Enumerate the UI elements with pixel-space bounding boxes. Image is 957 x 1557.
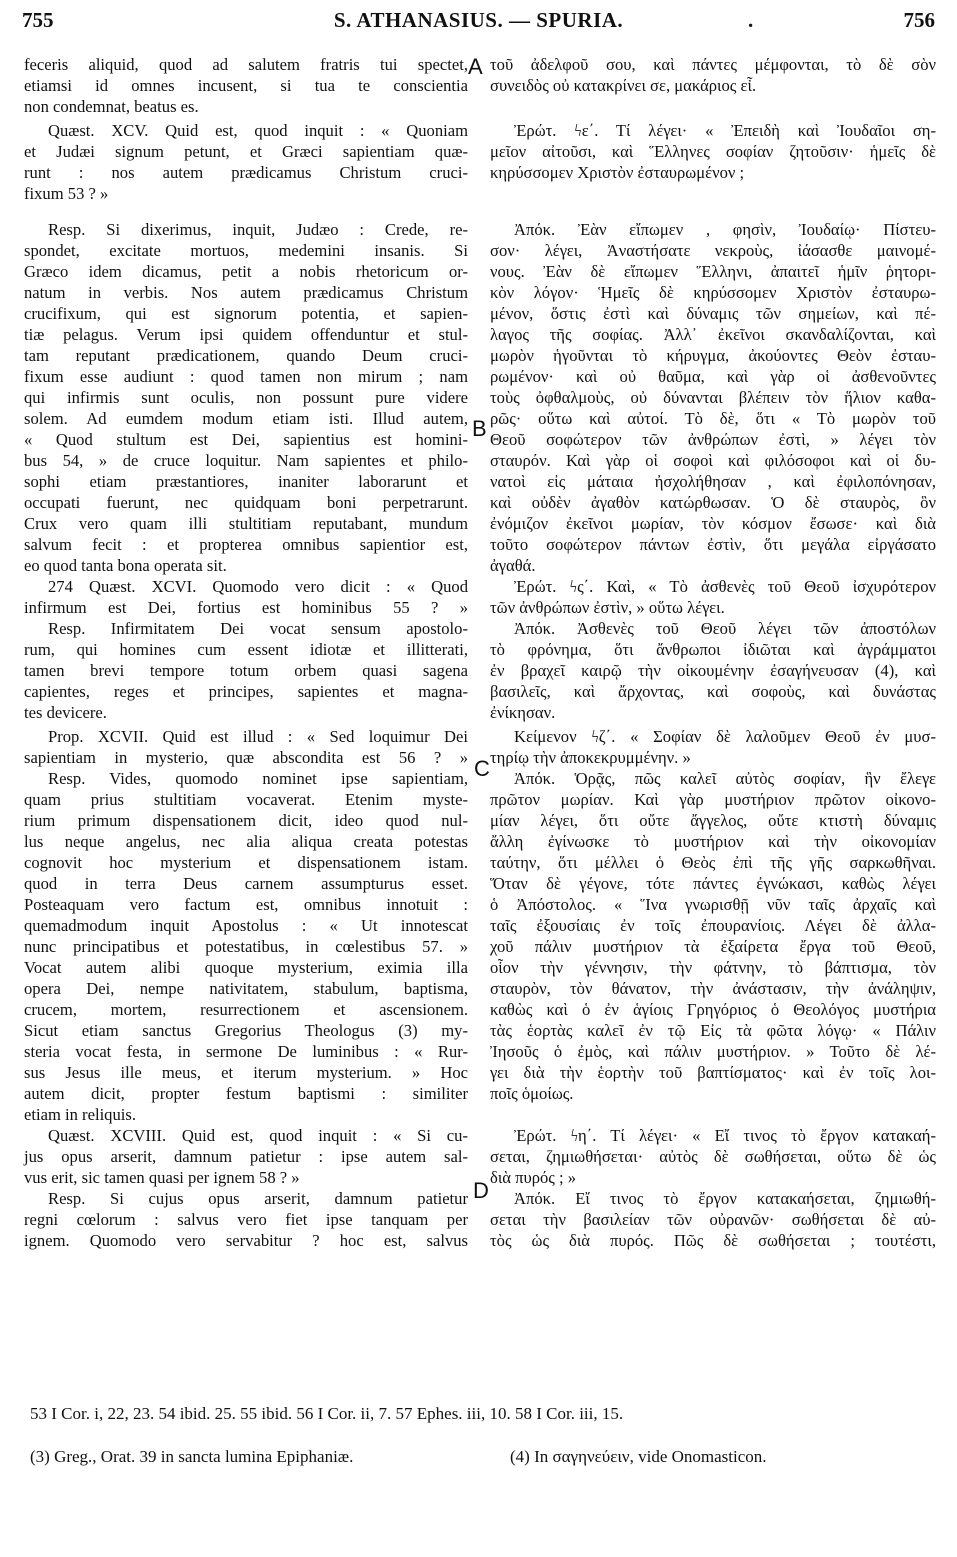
text-line: Græco idem dicamus, petit a nobis rhetoricum or-	[24, 262, 468, 281]
text-line: quod in terra Deus carnem assumpturus esset.	[24, 874, 468, 893]
text-line: capientes, reges et principes, sapientes et magna-	[24, 682, 468, 701]
text-line: νατοὶ εἰς μάταια ἠσχολήθησαν , καὶ ἐφιλοπόνησαν,	[490, 472, 936, 491]
text-line: σεται τὴν βασιλείαν τῶν οὐρανῶν· σωθήσεται δὲ αὐ-	[490, 1210, 936, 1229]
text-line: tes devicere.	[24, 703, 107, 722]
text-line: Quæst. XCVIII. Quid est, quod inquit : « Si cu-	[48, 1126, 468, 1145]
note-4: (4) In σαγηνεύειν, vide Onomasticon.	[510, 1447, 767, 1466]
text-line: σεται, ζημιωθήσεται· αὐτὸς δὲ σωθήσεται, οὕτω δὲ ὡς	[490, 1147, 936, 1166]
text-line: σον· λέγει, Ἀναστήσατε νεκροὺς, ἰάσασθε μαινομέ-	[490, 241, 936, 260]
text-line: cognovit hoc mysterium et dispensationem istam.	[24, 853, 468, 872]
text-line: tam reputant prædicationem, quando Deum cruci-	[24, 346, 468, 365]
text-line: τῶν ἀνθρώπων ἐστὶν, » οὕτω λέγει.	[490, 598, 725, 617]
text-line: steria vocat festa, in sermone De luminibus : « Rur-	[24, 1042, 468, 1061]
text-line: Posteaquam vero factum est, omnibus innotuit :	[24, 895, 468, 914]
text-line: runt : nos autem prædicamus Christum cruci-	[24, 163, 468, 182]
text-line: Ἐρώτ. ϟε΄. Τί λέγει· « Ἐπειδὴ καὶ Ἰουδαῖοι ση-	[514, 121, 936, 140]
text-line: ὁ Ἀπόστολος. « Ἵνα γνωρισθῇ νῦν ταῖς ἀρχαῖς καὶ	[490, 895, 936, 914]
text-line: Ἀπόκ. Ὁρᾷς, πῶς καλεῖ αὐτὸς σοφίαν, ἣν ἔλεγε	[514, 769, 936, 788]
text-line: Ὅταν δὲ γέγονε, τότε πάντες ἐγνώκασι, καθὼς λέγει	[490, 874, 936, 893]
text-line: τὰς ἑορτὰς καλεῖ ἐν τῷ Εἰς τὰ φῶτα λόγῳ· « Πάλιν	[490, 1021, 936, 1040]
text-line: Resp. Infirmitatem Dei vocat sensum apostolo-	[48, 619, 468, 638]
text-line: Ἰησοῦς ὁ ἐμὸς, καὶ πάλιν μυστήριον. » Τοῦτο δὲ λέ-	[490, 1042, 936, 1061]
text-line: lus neque angelus, nec alia aliqua creata potestas	[24, 832, 468, 851]
text-line: συνειδὸς οὐ κατακρίνει σε, μακάριος εἶ.	[490, 76, 757, 95]
text-line: etiamsi id omnes incusent, si tua te conscientia	[24, 76, 468, 95]
text-line: sapientiam in mysterio, quæ abscondita est 56 ? »	[24, 748, 468, 767]
text-line: κηρύσσομεν Χριστὸν ἐσταυρωμένον ;	[490, 163, 745, 182]
text-line: βασιλεῖς, καὶ ἄρχοντας, καὶ σοφοὺς, καὶ δυνάστας	[490, 682, 936, 701]
text-line: Resp. Vides, quomodo nominet ipse sapientiam,	[48, 769, 468, 788]
margin-letter-a: A	[468, 54, 483, 79]
text-line: μεῖον αἰτοῦσι, καὶ Ἕλληνες σοφίαν ζητοῦσιν· ἡμεῖς δὲ	[490, 142, 936, 161]
text-line: quemadmodum inquit Apostolus : « Ut innotescat	[24, 916, 468, 935]
text-line: ἐνόμιζον ἐκεῖνοι μωρίαν, τὸν κόσμον ἔσωσε· καὶ διὰ	[490, 514, 936, 533]
text-line: jus opus arserit, damnum patietur : ipse autem sal-	[24, 1147, 468, 1166]
running-title: S. ATHANASIUS. — SPURIA.	[333, 8, 624, 32]
text-line: rium primum dispensationem dicit, ideo quod nul-	[24, 811, 468, 830]
page-header	[22, 8, 935, 34]
text-line: Resp. Si cujus opus arserit, damnum patietur	[48, 1189, 468, 1208]
text-line: τὸς ὡς διὰ πυρός. Πῶς δὲ σωθήσεται ; τουτέστι,	[490, 1231, 936, 1250]
page-number-right: 756	[903, 8, 935, 32]
text-line: natum in verbis. Nos autem prædicamus Christum	[24, 283, 468, 302]
text-line: ἐν βραχεῖ καιρῷ τὴν οἰκουμένην ἐσαγήνευσαν (4), καὶ	[490, 661, 936, 680]
text-line: γει διὰ τὴν ἑορτὴν τοῦ βαπτίσματος· καὶ ἐν τοῖς λοι-	[490, 1063, 936, 1082]
text-line: crucifixum, qui est signorum potentia, et sapien-	[24, 304, 468, 323]
text-line: solem. Ad eumdem modum etiam isti. Illud autem,	[24, 409, 468, 428]
text-line: ταῖς ἐξουσίαις ἐν τοῖς ἐπουρανίοις. Λέγει δὲ ἀλλα-	[490, 916, 936, 935]
text-line: διὰ πυρός ; »	[490, 1168, 577, 1187]
text-line: regni cœlorum : salvus vero fiet ipse tanquam per	[24, 1210, 468, 1229]
note-3: (3) Greg., Orat. 39 in sancta lumina Epiphaniæ.	[30, 1447, 354, 1466]
margin-letter-d: D	[473, 1178, 489, 1203]
text-line: τοὺς ὀφθαλμοὺς, οὐ δύνανται βλέπειν τὸν ἥλιον καθα-	[490, 388, 936, 407]
text-line: Prop. XCVII. Quid est illud : « Sed loquimur Dei	[48, 727, 468, 746]
text-line: Ἀπόκ. Εἴ τινος τὸ ἔργον κατακαήσεται, ζημιωθή-	[514, 1189, 936, 1208]
text-line: occupati fuerunt, nec quidquam boni perpetrarunt.	[24, 493, 468, 512]
text-line: crucem, mortem, resurrectionem et ascensionem.	[24, 1000, 468, 1019]
text-line: opera Dei, nempe nativitatem, stabulum, baptisma,	[24, 979, 468, 998]
text-line: quam prius stultitiam vocaverat. Etenim myste-	[24, 790, 468, 809]
text-line: λαγος τῆς σοφίας. Ἀλλ᾽ ἐκεῖνοι σκανδαλίζονται, καὶ	[490, 325, 936, 344]
text-line: Κείμενον ϟζ΄. « Σοφίαν δὲ λαλοῦμεν Θεοῦ ἐν μυσ-	[514, 727, 936, 746]
text-line: ρῶς· οὕτω καὶ αὐτοί. Τὸ δὲ, ὅτι « Τὸ μωρὸν τοῦ	[490, 409, 936, 428]
text-line: et Judæi signum petunt, et Græci sapientiam quæ-	[24, 142, 468, 161]
text-line: autem dicit, propter festum baptismi : similiter	[24, 1084, 468, 1103]
text-line: πρῶτον μωρίαν. Καὶ γὰρ μυστήριον πρῶτον οἰκονο-	[490, 790, 936, 809]
text-line: feceris aliquid, quod ad salutem fratris tui spectet,	[24, 55, 468, 74]
text-line: 274 Quæst. XCVI. Quomodo vero dicit : « Quod	[48, 577, 468, 596]
text-line: infirmum est Dei, fortius est hominibus 55 ? »	[24, 598, 468, 617]
text-line: Ἀπόκ. Ἀσθενὲς τοῦ Θεοῦ λέγει τῶν ἀποστόλων	[514, 619, 936, 638]
text-line: ποῖς ὁμοίως.	[490, 1084, 574, 1103]
text-line: qui infirmis sunt oculis, non possunt pure videre	[24, 388, 468, 407]
text-line: ταύτην, ὅτι μέλλει ὁ Θεὸς ἐπὶ τῆς γῆς σαρκωθῆναι.	[490, 853, 936, 872]
text-line: οἷον τὴν γέννησιν, τὴν φάτνην, τὸ βάπτισμα, τὸν	[490, 958, 936, 977]
text-line: fixum esse audiunt : quod tamen non mirum ; nam	[24, 367, 468, 386]
margin-letter-b: B	[472, 416, 487, 441]
text-line: τὸ φρόνημα, ὅτι ἄνθρωποι ἰδιῶται καὶ ἀγράμματοι	[490, 640, 936, 659]
text-line: Ἀπόκ. Ἐὰν εἴπωμεν , φησὶν, Ἰουδαίῳ· Πίστευ-	[514, 220, 936, 239]
text-line: τοῦ ἀδελφοῦ σου, καὶ πάντες μέμφονται, τὸ δὲ σὸν	[490, 55, 936, 74]
text-line: σταυρὸν, τὸν θάνατον, τὴν ἀνάστασιν, τὴν ἀνάληψιν,	[490, 979, 936, 998]
text-line: μωρὸν ἡγοῦνται τὸ κήρυγμα, ἀκούοντες Θεὸν ἐσταυ-	[490, 346, 936, 365]
text-line: Quæst. XCV. Quid est, quod inquit : « Quoniam	[48, 121, 468, 140]
text-line: σταυρόν. Καὶ γὰρ οἱ σοφοὶ καὶ φιλόσοφοι καὶ οἱ δυ-	[490, 451, 936, 470]
text-line: spondet, excitate mortuos, medemini insanis. Si	[24, 241, 468, 260]
page-number-left: 755	[22, 8, 54, 32]
text-line: ἐνίκησαν.	[490, 703, 556, 722]
text-line: sophi etiam præstantiores, inaniter laborarunt et	[24, 472, 468, 491]
text-line: ἀγαθά.	[490, 556, 536, 575]
text-line: bus 54, » de cruce loquitur. Nam sapientes et philo-	[24, 451, 468, 470]
header-dot: .	[748, 8, 754, 32]
scripture-footnotes: 53 I Cor. i, 22, 23. 54 ibid. 25. 55 ibid. 56 I Cor. ii, 7. 57 Ephes. iii, 10. 58 I Cor. iii, 15.	[30, 1404, 624, 1423]
text-line: tiæ pelagus. Verum ipsi quidem offenduntur et stul-	[24, 325, 468, 344]
text-line: nunc principatibus et potestatibus, in cœlestibus 57. »	[24, 937, 468, 956]
text-line: ἄλλη ἐγίνωσκε τὸ μυστήριον καὶ τὴν οἰκονομίαν	[490, 832, 936, 851]
text-line: Ἐρώτ. ϟη΄. Τί λέγει· « Εἴ τινος τὸ ἔργον κατακαή-	[514, 1126, 936, 1145]
text-line: tamen brevi tempore totum orbem quasi sagena	[24, 661, 468, 680]
text-line: sus Jesus ille meus, et iterum mysterium. » Hoc	[24, 1063, 468, 1082]
text-line: μένον, ὅστις ἐστὶ καὶ δύναμις τῶν σημείων, καὶ πέ-	[490, 304, 936, 323]
text-line: « Quod stultum est Dei, sapientius est homini-	[24, 430, 468, 449]
margin-letter-c: C	[474, 756, 490, 781]
text-line: Θεοῦ σοφώτερον τῶν ἀνθρώπων ἐστὶ, » λέγει τὸν	[490, 430, 936, 449]
text-line: κὸν λόγον· Ἡμεῖς δὲ κηρύσσομεν Χριστὸν ἐσταυρω-	[490, 283, 936, 302]
text-line: Sicut etiam sanctus Gregorius Theologus (3) my-	[24, 1021, 468, 1040]
text-line: καὶ οὐδὲν ἀγαθὸν κατώρθωσαν. Ὁ δὲ σταυρὸς, ὃν	[490, 493, 936, 512]
text-line: Vocat autem alibi quoque mysterium, eximia illa	[24, 958, 468, 977]
text-line: ρωμένον· καὶ οὐ θαῦμα, καὶ γὰρ οἱ ἀσθενοῦντες	[490, 367, 936, 386]
text-line: ignem. Quomodo vero servabitur ? hoc est, salvus	[24, 1231, 468, 1250]
text-line: vus erit, sic tamen quasi per ignem 58 ? »	[24, 1168, 300, 1187]
text-line: καθὼς καὶ ὁ ἐν ἁγίοις Γρηγόριος ὁ Θεολόγος μυστήρια	[490, 1000, 936, 1019]
text-line: fixum 53 ? »	[24, 184, 109, 203]
text-line: χοῦ πάλιν μυστήριον τὰ ἐξαίρετα ἔργα τοῦ Θεοῦ,	[490, 937, 936, 956]
text-line: τηρίῳ τὴν ἀποκεκρυμμένην. »	[490, 748, 691, 767]
text-line: Resp. Si dixerimus, inquit, Judæo : Crede, re-	[48, 220, 468, 239]
text-line: Crux vero quam illi stultitiam reputabant, mundum	[24, 514, 468, 533]
text-line: μίαν λέγει, ὅτι οὔτε ἄγγελος, οὔτε κτιστὴ δύναμις	[490, 811, 936, 830]
text-line: non condemnat, beatus es.	[24, 97, 199, 116]
text-line: eo quod tanta bona operata sit.	[24, 556, 227, 575]
text-line: rum, qui homines cum essent idiotæ et illitterati,	[24, 640, 468, 659]
text-line: τοῦτο σοφώτερον πάντων ἐστὶν, ὅτι μεγάλα εἰργάσατο	[490, 535, 936, 554]
text-line: etiam in reliquis.	[24, 1105, 136, 1124]
text-line: νους. Ἐὰν δὲ εἴπωμεν Ἕλληνι, ἀπαιτεῖ ἡμῖν ῥητορι-	[490, 262, 936, 281]
text-line: Ἐρώτ. ϟς΄. Καὶ, « Τὸ ἀσθενὲς τοῦ Θεοῦ ἰσχυρότερον	[514, 577, 936, 596]
text-line: salvum fecit : et propterea omnibus sapientior est,	[24, 535, 468, 554]
